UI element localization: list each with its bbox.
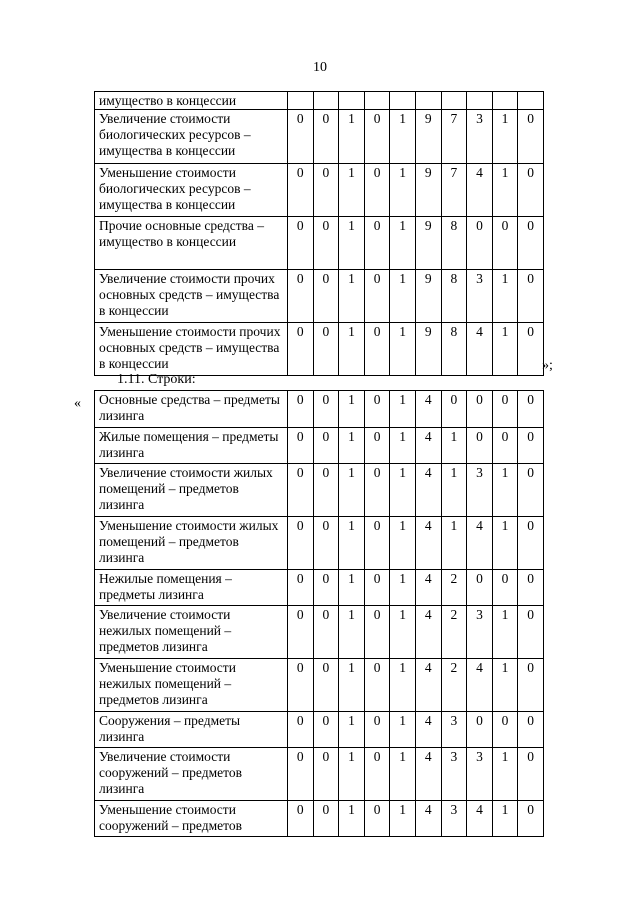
code-digit: 0 <box>313 391 339 428</box>
code-digit: 4 <box>415 659 441 712</box>
code-digit: 1 <box>492 270 518 323</box>
code-digit: 0 <box>364 712 390 748</box>
code-digit: 1 <box>339 606 365 659</box>
code-digit: 0 <box>313 659 339 712</box>
table-row <box>95 570 544 606</box>
code-digit: 1 <box>492 748 518 801</box>
code-digit: 0 <box>364 217 390 270</box>
code-digit: 0 <box>313 217 339 270</box>
code-digit: 0 <box>518 164 544 217</box>
row-label: Уменьшение стоимости прочих основных средств – имущества в концессии <box>95 323 288 376</box>
code-digit: 0 <box>313 164 339 217</box>
row-label: Увеличение стоимости сооружений – предметов лизинга <box>95 748 288 801</box>
table-row <box>95 323 544 376</box>
code-digit: 1 <box>339 517 365 570</box>
code-digit: 0 <box>288 712 314 748</box>
code-digit: 0 <box>518 748 544 801</box>
row-label: Увеличение стоимости нежилых помещений – предметов лизинга <box>95 606 288 659</box>
code-digit: 0 <box>441 391 467 428</box>
code-digit: 0 <box>518 428 544 464</box>
code-digit: 2 <box>441 659 467 712</box>
code-digit: 8 <box>441 270 467 323</box>
code-digit: 0 <box>288 323 314 376</box>
code-digit: 0 <box>467 570 493 606</box>
code-digit: 1 <box>390 659 416 712</box>
code-digit: 1 <box>390 748 416 801</box>
row-label: Нежилые помещения – предметы лизинга <box>95 570 288 606</box>
table-row <box>95 464 544 517</box>
code-digit: 0 <box>313 517 339 570</box>
code-digit: 0 <box>313 270 339 323</box>
code-digit: 1 <box>390 606 416 659</box>
code-digit: 4 <box>467 323 493 376</box>
code-digit: 0 <box>288 517 314 570</box>
code-digit: 1 <box>390 270 416 323</box>
code-digit: 8 <box>441 323 467 376</box>
code-digit: 0 <box>467 391 493 428</box>
code-digit: 0 <box>518 801 544 837</box>
code-digit: 8 <box>441 217 467 270</box>
code-digit <box>313 92 339 110</box>
code-digit: 1 <box>492 659 518 712</box>
code-digit <box>364 92 390 110</box>
code-digit <box>441 92 467 110</box>
closing-quote: »; <box>542 358 553 373</box>
table-row <box>95 517 544 570</box>
code-digit: 9 <box>415 164 441 217</box>
code-digit: 4 <box>415 712 441 748</box>
code-digit: 0 <box>364 270 390 323</box>
row-label: Уменьшение стоимости биологических ресурсов – имущества в концессии <box>95 164 288 217</box>
code-digit: 0 <box>313 428 339 464</box>
code-digit: 0 <box>364 164 390 217</box>
code-digit: 1 <box>492 517 518 570</box>
code-digit: 1 <box>390 464 416 517</box>
code-digit: 0 <box>518 323 544 376</box>
row-label: Прочие основные средства – имущество в концессии <box>95 217 288 270</box>
code-digit: 1 <box>390 712 416 748</box>
code-digit <box>518 92 544 110</box>
code-digit: 2 <box>441 606 467 659</box>
code-digit <box>288 92 314 110</box>
code-digit: 3 <box>467 606 493 659</box>
code-digit: 0 <box>364 323 390 376</box>
table-row <box>95 391 544 428</box>
row-label: Уменьшение стоимости сооружений – предметов <box>95 801 288 837</box>
code-digit: 4 <box>415 391 441 428</box>
code-digit: 0 <box>492 391 518 428</box>
code-digit: 4 <box>415 464 441 517</box>
code-digit: 0 <box>492 428 518 464</box>
table-row <box>95 428 544 464</box>
code-digit: 0 <box>288 801 314 837</box>
code-digit: 0 <box>492 217 518 270</box>
code-digit <box>415 92 441 110</box>
code-digit <box>467 92 493 110</box>
code-digit: 3 <box>467 110 493 164</box>
table-row <box>95 606 544 659</box>
code-digit: 0 <box>313 606 339 659</box>
code-digit: 0 <box>364 606 390 659</box>
code-digit: 0 <box>364 748 390 801</box>
code-digit: 1 <box>441 517 467 570</box>
code-digit: 1 <box>492 606 518 659</box>
code-digit: 2 <box>441 570 467 606</box>
row-label: Сооружения – предметы лизинга <box>95 712 288 748</box>
table-row <box>95 164 544 217</box>
code-digit <box>390 92 416 110</box>
row-label: Жилые помещения – предметы лизинга <box>95 428 288 464</box>
code-digit: 1 <box>339 217 365 270</box>
table-row <box>95 110 544 164</box>
code-digit: 0 <box>467 712 493 748</box>
code-digit: 3 <box>441 748 467 801</box>
code-digit: 0 <box>364 517 390 570</box>
code-digit: 9 <box>415 110 441 164</box>
code-digit: 1 <box>339 164 365 217</box>
code-digit: 1 <box>390 110 416 164</box>
table-row <box>95 712 544 748</box>
code-digit: 0 <box>518 606 544 659</box>
code-digit: 0 <box>288 748 314 801</box>
code-digit: 0 <box>467 428 493 464</box>
section-label: 1.11. Строки: <box>117 372 196 387</box>
code-digit <box>339 92 365 110</box>
code-digit: 0 <box>288 570 314 606</box>
code-digit: 0 <box>518 570 544 606</box>
code-digit: 1 <box>390 164 416 217</box>
code-digit: 1 <box>339 712 365 748</box>
code-digit <box>492 92 518 110</box>
code-digit: 4 <box>415 570 441 606</box>
code-digit: 0 <box>364 659 390 712</box>
code-digit: 3 <box>441 712 467 748</box>
table-row <box>95 270 544 323</box>
code-digit: 7 <box>441 110 467 164</box>
table-row <box>95 748 544 801</box>
code-digit: 9 <box>415 270 441 323</box>
code-digit: 0 <box>288 164 314 217</box>
table-row <box>95 217 544 270</box>
code-digit: 1 <box>339 659 365 712</box>
code-digit: 1 <box>339 110 365 164</box>
code-digit: 0 <box>364 391 390 428</box>
code-digit: 4 <box>415 428 441 464</box>
code-digit: 3 <box>467 270 493 323</box>
code-digit: 0 <box>288 110 314 164</box>
code-digit: 1 <box>390 570 416 606</box>
page-number: 10 <box>313 60 327 75</box>
row-label: Уменьшение стоимости нежилых помещений – предметов лизинга <box>95 659 288 712</box>
code-digit: 1 <box>339 801 365 837</box>
code-digit: 1 <box>339 570 365 606</box>
code-digit: 1 <box>441 428 467 464</box>
row-label: Увеличение стоимости жилых помещений – предметов лизинга <box>95 464 288 517</box>
code-digit: 1 <box>492 164 518 217</box>
code-digit: 0 <box>364 110 390 164</box>
code-digit: 0 <box>288 428 314 464</box>
code-digit: 0 <box>288 606 314 659</box>
code-digit: 0 <box>492 712 518 748</box>
code-digit: 0 <box>518 464 544 517</box>
code-digit: 0 <box>313 570 339 606</box>
code-digit: 1 <box>339 270 365 323</box>
row-label: Основные средства – предметы лизинга <box>95 391 288 428</box>
code-digit: 1 <box>492 323 518 376</box>
code-digit: 0 <box>288 391 314 428</box>
accounts-table-concession <box>94 91 544 376</box>
code-digit: 1 <box>441 464 467 517</box>
code-digit: 0 <box>518 659 544 712</box>
code-digit: 1 <box>492 110 518 164</box>
code-digit: 1 <box>492 464 518 517</box>
code-digit: 0 <box>288 659 314 712</box>
code-digit: 1 <box>390 323 416 376</box>
accounts-table-leasing <box>94 390 544 837</box>
code-digit: 3 <box>467 464 493 517</box>
code-digit: 1 <box>339 323 365 376</box>
code-digit: 0 <box>313 110 339 164</box>
code-digit: 0 <box>288 464 314 517</box>
code-digit: 1 <box>339 748 365 801</box>
code-digit: 4 <box>415 801 441 837</box>
code-digit: 4 <box>415 748 441 801</box>
code-digit: 0 <box>313 801 339 837</box>
code-digit: 1 <box>390 801 416 837</box>
code-digit: 0 <box>364 801 390 837</box>
code-digit: 1 <box>390 428 416 464</box>
code-digit: 0 <box>364 464 390 517</box>
code-digit: 0 <box>518 712 544 748</box>
code-digit: 7 <box>441 164 467 217</box>
code-digit: 0 <box>518 517 544 570</box>
row-label: Уменьшение стоимости жилых помещений – предметов лизинга <box>95 517 288 570</box>
code-digit: 1 <box>339 428 365 464</box>
code-digit: 0 <box>364 570 390 606</box>
code-digit: 0 <box>467 217 493 270</box>
code-digit: 9 <box>415 323 441 376</box>
code-digit: 4 <box>415 517 441 570</box>
code-digit: 1 <box>339 391 365 428</box>
code-digit: 4 <box>467 801 493 837</box>
code-digit: 1 <box>390 217 416 270</box>
row-label: Увеличение стоимости прочих основных средств – имущества в концессии <box>95 270 288 323</box>
code-digit: 0 <box>313 748 339 801</box>
code-digit: 4 <box>467 517 493 570</box>
code-digit: 0 <box>518 217 544 270</box>
row-label: Увеличение стоимости биологических ресурсов – имущества в концессии <box>95 110 288 164</box>
code-digit: 4 <box>467 659 493 712</box>
opening-quote: « <box>74 396 81 411</box>
code-digit: 3 <box>441 801 467 837</box>
code-digit: 4 <box>467 164 493 217</box>
code-digit: 1 <box>492 801 518 837</box>
table-row <box>95 659 544 712</box>
code-digit: 0 <box>518 270 544 323</box>
code-digit: 9 <box>415 217 441 270</box>
code-digit: 0 <box>313 712 339 748</box>
table-row <box>95 92 544 110</box>
code-digit: 4 <box>415 606 441 659</box>
code-digit: 1 <box>390 517 416 570</box>
row-label: имущество в концессии <box>95 92 288 110</box>
code-digit: 0 <box>492 570 518 606</box>
code-digit: 0 <box>288 217 314 270</box>
code-digit: 0 <box>288 270 314 323</box>
table-row <box>95 801 544 837</box>
code-digit: 3 <box>467 748 493 801</box>
code-digit: 0 <box>518 391 544 428</box>
code-digit: 1 <box>339 464 365 517</box>
code-digit: 0 <box>518 110 544 164</box>
code-digit: 0 <box>364 428 390 464</box>
code-digit: 1 <box>390 391 416 428</box>
code-digit: 0 <box>313 323 339 376</box>
code-digit: 0 <box>313 464 339 517</box>
